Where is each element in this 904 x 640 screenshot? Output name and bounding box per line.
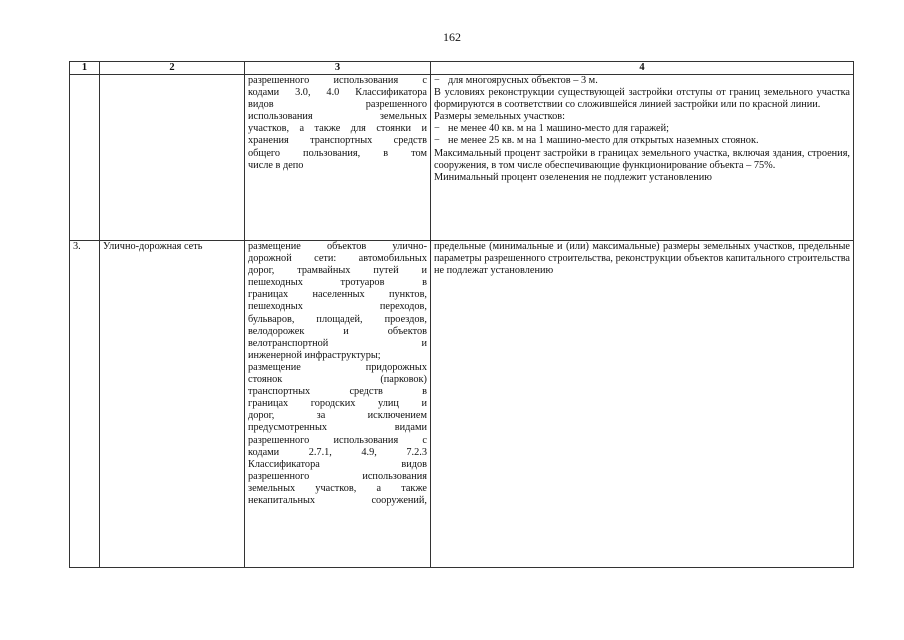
cell-row-cont-col-2 [100, 75, 245, 241]
permitted-use-line: использования земельных [248, 111, 427, 123]
permitted-use-line: разрешенного использования с [248, 75, 427, 86]
regulations-table [69, 61, 854, 568]
table-header-row [70, 62, 854, 75]
bullet-item [434, 123, 850, 135]
permitted-use-line: дорог, трамвайных путей и [248, 265, 427, 277]
permitted-use-line: кодами 2.7.1, 4.9, 7.2.3 [248, 446, 427, 458]
sizes-heading: Размеры земельных участков: [434, 111, 565, 123]
header-col-1: 1 [70, 62, 100, 75]
cell-row-3-name: Улично-дорожная сеть [100, 241, 245, 568]
permitted-use-line: дорог, за исключением [248, 410, 427, 422]
permitted-use-line: земельных участков, а также [248, 482, 427, 494]
permitted-use-line: общего пользования, в том [248, 147, 427, 159]
permitted-use-line: велотранспортной и [248, 337, 427, 349]
header-col-4: 4 [431, 62, 854, 75]
permitted-use-line: числе в депо [248, 159, 304, 171]
header-col-3: 3 [245, 62, 431, 75]
permitted-use-line: пешеходных тротуаров в [248, 277, 427, 289]
permitted-use-line: разрешенного использования с [248, 434, 427, 446]
bullet-text: не менее 25 кв. м на 1 машино-место для открытых наземных стоянок. [448, 135, 759, 147]
permitted-use-line: размещение объектов улично- [248, 241, 427, 252]
reconstruction-paragraph: В условиях реконструкции существующей застройки отступы от границ земельного участка формируются в соответствии со сложившейся линией застройки или по красной линии. [434, 87, 850, 111]
header-col-2: 2 [100, 62, 245, 75]
max-percent-paragraph: Максимальный процент застройки в границах земельного участка, включая здания, строения, сооружения, в том числе обеспечивающие функционирование объекта – 75%. [434, 147, 850, 171]
permitted-use-line: размещение придорожных [248, 361, 427, 373]
bullet-text: для многоярусных объектов – 3 м. [448, 75, 598, 86]
permitted-use-line: разрешенного использования [248, 470, 427, 482]
bullet-item [434, 75, 850, 87]
dash-bullet-icon: − [434, 75, 440, 86]
permitted-use-line: Классификатора видов [248, 458, 427, 470]
bullet-item [434, 135, 850, 147]
permitted-use-line: границах населенных пунктов, [248, 289, 427, 301]
permitted-use-line: хранения транспортных средств [248, 135, 427, 147]
permitted-use-line: дорожной сети: автомобильных [248, 253, 427, 265]
permitted-use-line: транспортных средств в [248, 386, 427, 398]
table-row-3 [70, 241, 854, 568]
cell-row-3-parameters [431, 241, 854, 568]
dash-bullet-icon: − [434, 123, 440, 135]
permitted-use-line: некапитальных сооружений, [248, 494, 427, 506]
permitted-use-line: велодорожек и объектов [248, 325, 427, 337]
min-green-paragraph: Минимальный процент озеленения не подлежит установлению [434, 171, 712, 183]
page-number: 162 [443, 30, 461, 44]
dash-bullet-icon: − [434, 135, 440, 147]
permitted-use-line: границах городских улиц и [248, 398, 427, 410]
permitted-use-line: видов разрешенного [248, 99, 427, 111]
cell-row-3-permitted-use [245, 241, 431, 568]
permitted-use-line: кодами 3.0, 4.0 Классификатора [248, 87, 427, 99]
cell-row-cont-col-3 [245, 75, 431, 241]
cell-row-cont-col-1 [70, 75, 100, 241]
permitted-use-line: стоянок (парковок) [248, 374, 427, 386]
permitted-use-line: предусмотренных видами [248, 422, 427, 434]
bullet-text: не менее 40 кв. м на 1 машино-место для гаражей; [448, 123, 669, 135]
cell-row-3-number: 3. [70, 241, 100, 568]
permitted-use-line: пешеходных переходов, [248, 301, 427, 313]
permitted-use-line: инженерной инфраструктуры; [248, 349, 381, 361]
cell-row-cont-col-4 [431, 75, 854, 241]
permitted-use-line: участков, а также для стоянки и [248, 123, 427, 135]
table-row-continuation [70, 75, 854, 241]
permitted-use-line: бульваров, площадей, проездов, [248, 313, 427, 325]
parameters-paragraph: предельные (минимальные и (или) максимальные) размеры земельных участков, предельные параметры разрешенного строительства, реконструкции объектов капитального строительства не подлежат установлению [434, 241, 850, 277]
